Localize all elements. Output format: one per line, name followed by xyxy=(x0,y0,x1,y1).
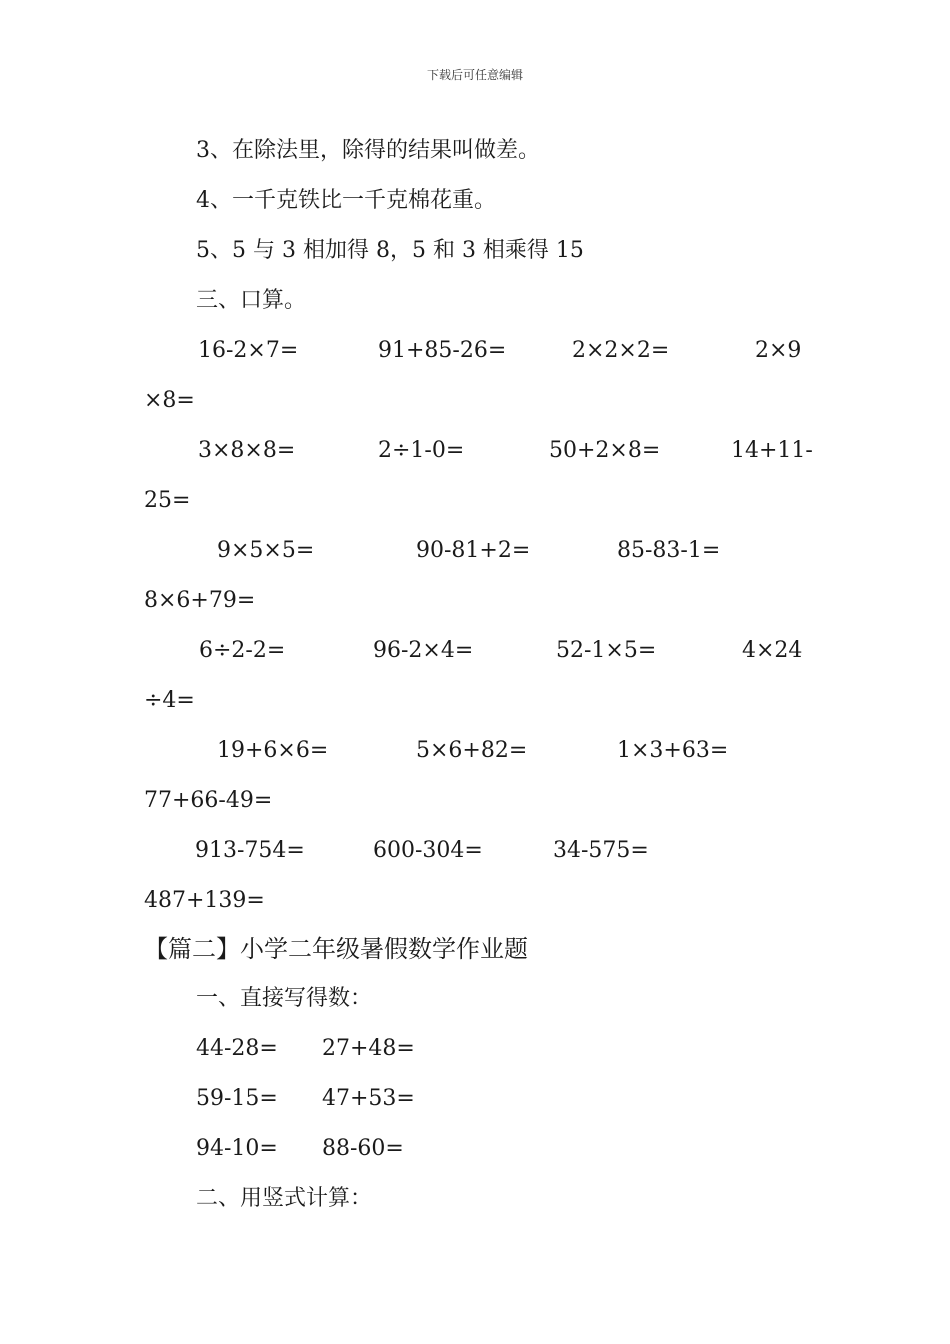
direct-item: 44-28= xyxy=(196,1036,278,1061)
oral-item: 5×6+82= xyxy=(416,738,528,763)
oral-item-wrap: 77+66-49= xyxy=(144,788,273,813)
statement-3: 3、在除法里，除得的结果叫做差。 xyxy=(196,138,540,163)
oral-item: 2×9 xyxy=(755,338,802,363)
oral-item: 2×2×2= xyxy=(572,338,670,363)
direct-item: 47+53= xyxy=(322,1086,415,1111)
part2-section2-title: 二、用竖式计算： xyxy=(196,1186,373,1211)
oral-item: 14+11- xyxy=(731,438,813,463)
oral-item: 6÷2-2= xyxy=(199,638,286,663)
oral-item: 4×24 xyxy=(742,638,803,663)
oral-item: 91+85-26= xyxy=(378,338,507,363)
part2-title: 【篇二】小学二年级暑假数学作业题 xyxy=(144,935,528,963)
section-3-title: 三、口算。 xyxy=(196,288,307,313)
part2-section1-title: 一、直接写得数： xyxy=(196,986,373,1011)
oral-item-wrap: 25= xyxy=(144,488,191,513)
direct-item: 59-15= xyxy=(196,1086,278,1111)
oral-item: 16-2×7= xyxy=(198,338,299,363)
oral-item: 90-81+2= xyxy=(416,538,531,563)
oral-item-wrap: 8×6+79= xyxy=(144,588,256,613)
oral-item: 52-1×5= xyxy=(556,638,657,663)
oral-item: 9×5×5= xyxy=(217,538,315,563)
statement-4: 4、一千克铁比一千克棉花重。 xyxy=(196,188,496,213)
direct-item: 88-60= xyxy=(322,1136,404,1161)
oral-item-wrap: ÷4= xyxy=(144,688,195,713)
direct-item: 94-10= xyxy=(196,1136,278,1161)
direct-item: 27+48= xyxy=(322,1036,415,1061)
oral-item: 2÷1-0= xyxy=(378,438,465,463)
statement-5: 5、5 与 3 相加得 8，5 和 3 相乘得 15 xyxy=(196,238,584,263)
oral-item: 34-575= xyxy=(553,838,649,863)
oral-item: 913-754= xyxy=(195,838,305,863)
oral-item: 19+6×6= xyxy=(217,738,329,763)
oral-item: 50+2×8= xyxy=(549,438,661,463)
oral-item-wrap: ×8= xyxy=(144,388,195,413)
oral-item: 3×8×8= xyxy=(198,438,296,463)
header-note: 下载后可任意编辑 xyxy=(426,68,523,82)
oral-item: 600-304= xyxy=(373,838,483,863)
oral-item-wrap: 487+139= xyxy=(144,888,265,913)
oral-item: 1×3+63= xyxy=(617,738,729,763)
oral-item: 96-2×4= xyxy=(373,638,474,663)
oral-item: 85-83-1= xyxy=(617,538,721,563)
